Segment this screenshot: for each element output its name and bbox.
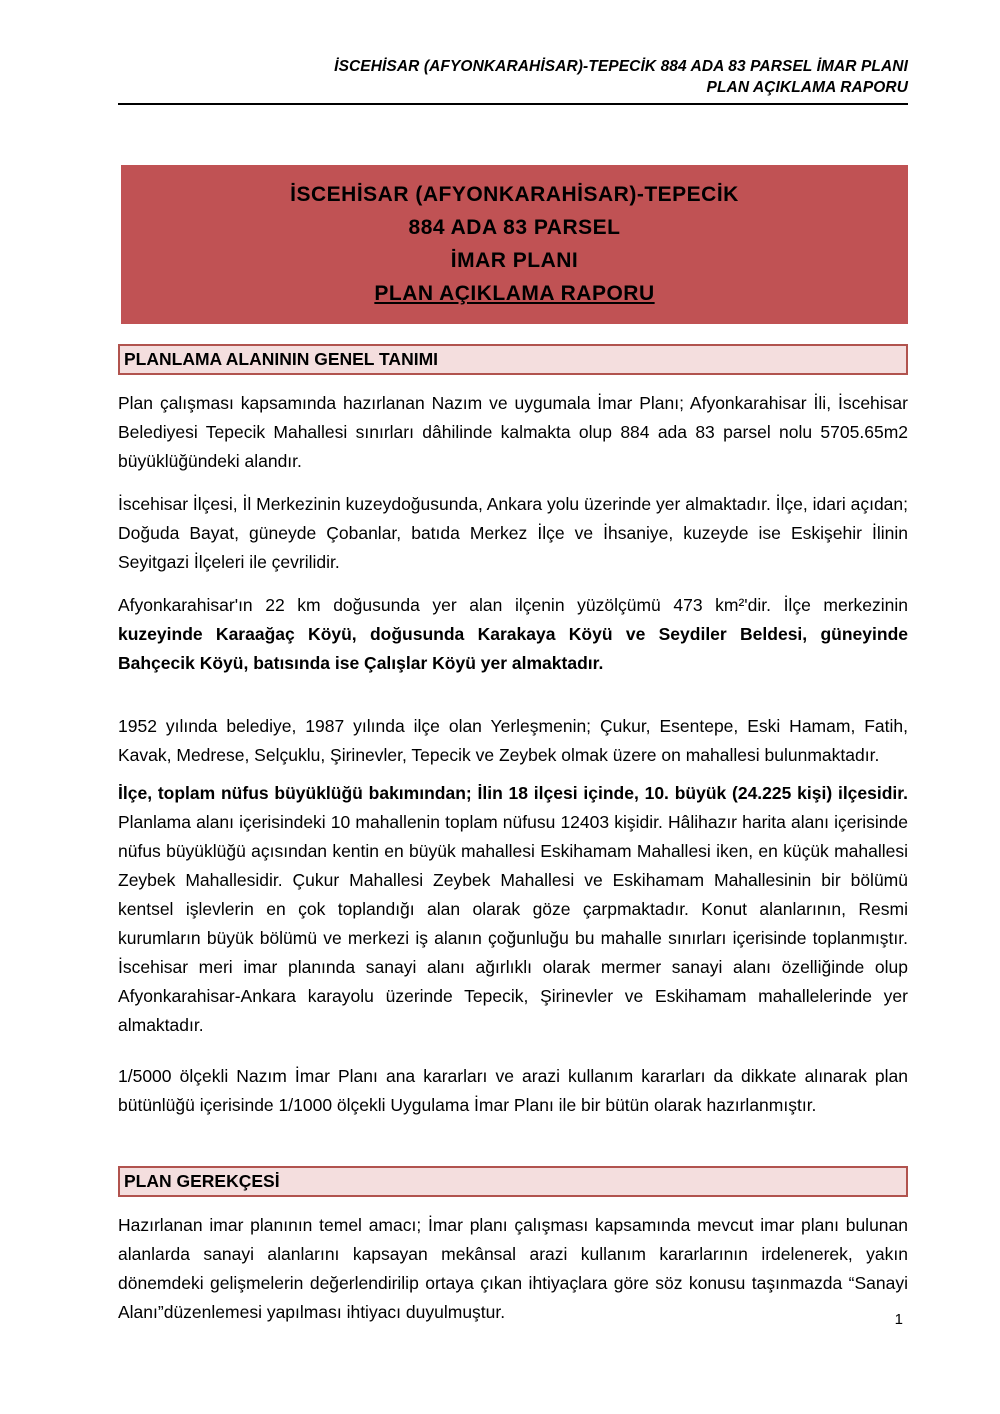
paragraph-neighborhoods: 1952 yılında belediye, 1987 yılında ilçe olan Yerleşmenin; Çukur, Esentepe, Eski Hamam, Fatih, Kavak, Medrese, Selçuklu, Şirinevler, Tepecik ve Zeybek olmak üzere on mahallesi bulunmaktadır. bbox=[118, 716, 908, 765]
report-title-block bbox=[121, 165, 908, 324]
paragraph-geography bbox=[118, 591, 908, 678]
paragraph-geography-regular: Afyonkarahisar'ın 22 km doğusunda yer alan ilçenin yüzölçümü 473 km²'dir. İlçe merkezinin bbox=[118, 595, 908, 615]
paragraph-population-regular: Planlama alanı içerisindeki 10 mahallenin toplam nüfusu 12403 kişidir. Hâlihazır harita alanı içerisinde nüfus büyüklüğü açısından kentin en büyük mahallesi Eskihamam Mahallesi iken, en küçük mahallesi Zeybek Mahallesidir. Çukur Mahallesi Zeybek Mahallesi ve Eskihamam Mahallesinin bir bölümü kentsel işlevlerin en çok toplandığı alan olarak göze çarpmaktadır. Konut alanlarının, Resmi kurumların büyük bölümü ve merkezi iş alanın çoğunluğu bu mahalle sınırları içerisinde toplanmıştır. İscehisar meri imar planında sanayi alanı ağırlıklı olarak mermer sanayi alanı özelliğinde olup Afyonkarahisar-Ankara karayolu üzerinde Tepecik, Şirinevler ve Eskihamam mahallelerinde yer almaktadır. bbox=[118, 812, 908, 1035]
running-header-line2: PLAN AÇIKLAMA RAPORU bbox=[706, 79, 908, 96]
header-rule bbox=[118, 103, 908, 105]
paragraph-geography-bold: kuzeyinde Karaağaç Köyü, doğusunda Karakaya Köyü ve Seydiler Beldesi, güneyinde Bahçecik Köyü, batısında ise Çalışlar Köyü yer almaktadır. bbox=[118, 624, 908, 673]
section-heading-planlama-alani: PLANLAMA ALANININ GENEL TANIMI bbox=[118, 344, 908, 375]
report-title-line4: PLAN AÇIKLAMA RAPORU bbox=[374, 282, 655, 305]
paragraph-plan-scale: 1/5000 ölçekli Nazım İmar Planı ana kararları ve arazi kullanım kararları da dikkate alınarak plan bütünlüğü içerisinde 1/1000 ölçekli Uygulama İmar Planı ile bir bütün olarak hazırlanmıştır. bbox=[118, 1066, 908, 1115]
paragraph-plan-area-definition: Plan çalışması kapsamında hazırlanan Nazım ve uygumala İmar Planı; Afyonkarahisar İli, İscehisar Belediyesi Tepecik Mahallesi sınırları dâhilinde kalmakta olup 884 ada 83 parsel nolu 5705.65m2 büyüklüğündeki alandır. bbox=[118, 393, 908, 471]
paragraph-district-location: İscehisar İlçesi, İl Merkezinin kuzeydoğusunda, Ankara yolu üzerinde yer almaktadır. İlçe, idari açıdan; Doğuda Bayat, güneyde Çobanlar, batıda Merkez İlçe ve İhsaniye, kuzeyde ise Eskişehir İlinin Seyitgazi İlçeleri ile çevrilidir. bbox=[118, 494, 908, 572]
report-title-line2: 884 ADA 83 PARSEL bbox=[408, 216, 621, 239]
paragraph-population-bold: İlçe, toplam nüfus büyüklüğü bakımından; İlin 18 ilçesi içinde, 10. büyük (24.225 kişi) ilçesidir. bbox=[118, 783, 908, 803]
report-title-line1: İSCEHİSAR (AFYONKARAHİSAR)-TEPECİK bbox=[290, 183, 739, 206]
page-number: 1 bbox=[894, 1311, 903, 1328]
running-header bbox=[118, 56, 908, 98]
running-header-line1: İSCEHİSAR (AFYONKARAHİSAR)-TEPECİK 884 ADA 83 PARSEL İMAR PLANI bbox=[334, 58, 908, 75]
section-heading-plan-gerekcesi: PLAN GEREKÇESİ bbox=[118, 1166, 908, 1197]
paragraph-plan-justification: Hazırlanan imar planının temel amacı; İmar planı çalışması kapsamında mevcut imar planı bulunan alanlarda sanayi alanlarını kapsayan mekânsal arazi kullanım kararlarının irdelenerek, yakın dönemdeki gelişmelerin değerlendirilip ortaya çıkan ihtiyaçlara göre söz konusu taşınmazda “Sanayi Alanı”düzenlemesi yapılması ihtiyacı duyulmuştur. bbox=[118, 1215, 908, 1322]
report-title-line3: İMAR PLANI bbox=[450, 249, 579, 272]
paragraph-population bbox=[118, 779, 908, 1040]
